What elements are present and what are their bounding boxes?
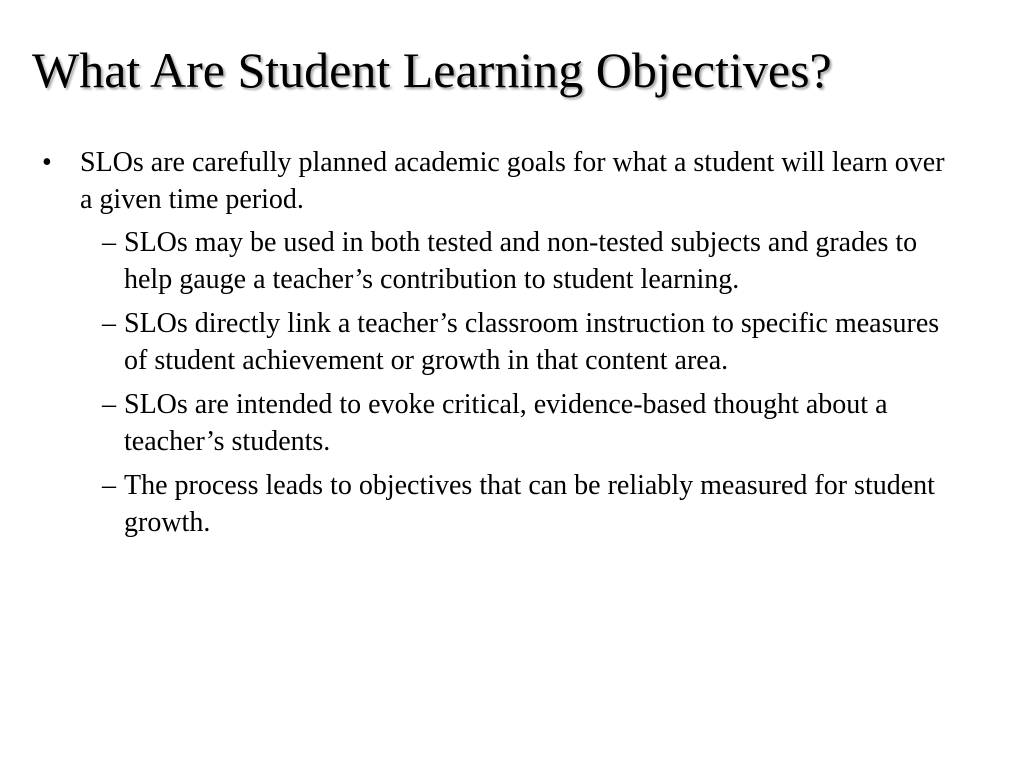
sub-bullet-item [80,305,958,379]
dash-marker: – [102,470,116,501]
sub-bullet-item [80,467,958,541]
main-bullet-text: SLOs are carefully planned academic goals for what a student will learn over a given time period. [80,147,945,215]
main-bullet-item [38,144,958,541]
sub-bullet-text: The process leads to objectives that can be reliably measured for student growth. [124,470,935,538]
sub-bullet-text: SLOs directly link a teacher’s classroom instruction to specific measures of student achievement or growth in that content area. [124,308,940,376]
bullet-marker: • [42,147,52,178]
dash-marker: – [102,227,116,258]
dash-marker: – [102,308,116,339]
sub-bullet-text: SLOs may be used in both tested and non-tested subjects and grades to help gauge a teacher’s contribution to student learning. [124,227,918,295]
dash-marker: – [102,389,116,420]
sub-bullet-list [80,224,958,541]
sub-bullet-text: SLOs are intended to evoke critical, evidence-based thought about a teacher’s students. [124,389,888,457]
sub-bullet-item [80,224,958,298]
slide-title: What Are Student Learning Objectives? [32,42,832,98]
sub-bullet-item [80,386,958,460]
bullet-list [38,144,958,548]
